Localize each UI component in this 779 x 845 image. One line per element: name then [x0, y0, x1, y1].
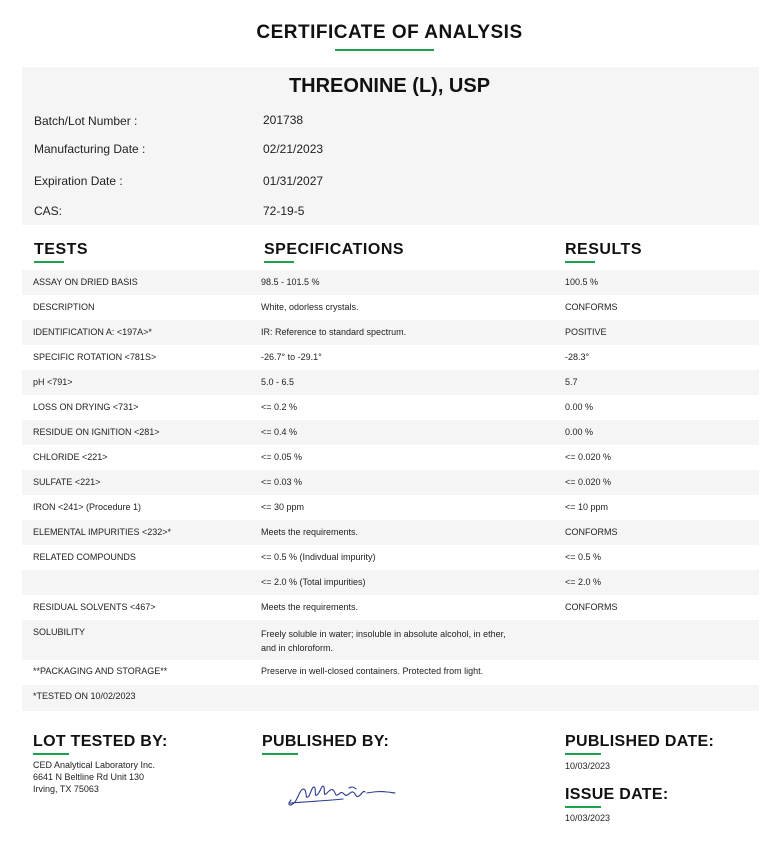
issue-date-header: ISSUE DATE: [565, 786, 669, 803]
table-row [22, 345, 759, 370]
packaging-label: **PACKAGING AND STORAGE** [33, 666, 168, 676]
mfg-date-label: Manufacturing Date : [34, 142, 146, 156]
table-row [22, 270, 759, 295]
page-title: CERTIFICATE OF ANALYSIS [256, 22, 523, 43]
table-row [22, 395, 759, 420]
spec-cell: <= 2.0 % (Total impurities) [261, 577, 366, 587]
published-date-header: PUBLISHED DATE: [565, 733, 715, 750]
table-row [22, 685, 759, 711]
spec-cell: Meets the requirements. [261, 602, 359, 612]
table-row [22, 545, 759, 570]
table-row [22, 595, 759, 620]
result-cell: CONFORMS [565, 527, 618, 537]
spec-cell: <= 0.5 % (Indivdual impurity) [261, 552, 376, 562]
test-cell: RELATED COMPOUNDS [33, 552, 136, 562]
title-underline [335, 49, 434, 51]
issue-date-underline [565, 806, 601, 808]
table-row [22, 470, 759, 495]
table-row [22, 620, 759, 660]
spec-cell: <= 0.05 % [261, 452, 303, 462]
results-header-underline [565, 261, 595, 263]
result-cell: <= 0.5 % [565, 552, 602, 562]
solubility-label: SOLUBILITY [33, 627, 86, 637]
batch-value: 201738 [263, 113, 304, 127]
test-cell: LOSS ON DRYING <731> [33, 402, 139, 412]
results-header: RESULTS [565, 241, 642, 258]
result-cell: <= 10 ppm [565, 502, 609, 512]
result-cell: <= 0.020 % [565, 477, 612, 487]
test-cell: IRON <241> (Procedure 1) [33, 502, 142, 512]
result-cell: POSITIVE [565, 327, 607, 337]
published-by-header: PUBLISHED BY: [262, 733, 390, 750]
spec-cell: 98.5 - 101.5 % [261, 277, 320, 287]
result-cell: CONFORMS [565, 602, 618, 612]
table-row [22, 660, 759, 685]
result-cell: 5.7 [565, 377, 578, 387]
result-cell: <= 0.020 % [565, 452, 612, 462]
result-cell: <= 2.0 % [565, 577, 602, 587]
test-cell: SULFATE <221> [33, 477, 101, 487]
exp-date-value: 01/31/2027 [263, 174, 324, 188]
solubility-line-2: and in chloroform. [261, 643, 334, 653]
tested-on-note: *TESTED ON 10/02/2023 [33, 691, 136, 701]
table-row [22, 445, 759, 470]
lab-name: CED Analytical Laboratory Inc. [33, 760, 156, 770]
test-cell: ASSAY ON DRIED BASIS [33, 277, 138, 287]
spec-cell: IR: Reference to standard spectrum. [261, 327, 407, 337]
test-cell: DESCRIPTION [33, 302, 95, 312]
spec-cell: White, odorless crystals. [261, 302, 359, 312]
solubility-line-1: Freely soluble in water; insoluble in absolute alcohol, in ether, [261, 629, 506, 639]
test-cell: RESIDUE ON IGNITION <281> [33, 427, 160, 437]
test-cell: CHLORIDE <221> [33, 452, 108, 462]
mfg-date-value: 02/21/2023 [263, 142, 324, 156]
table-row [22, 520, 759, 545]
issue-date-value: 10/03/2023 [565, 813, 611, 823]
test-cell: pH <791> [33, 377, 73, 387]
table-row [22, 420, 759, 445]
tests-header: TESTS [34, 241, 89, 258]
published-by-underline [262, 753, 298, 755]
spec-cell: <= 0.03 % [261, 477, 303, 487]
test-cell: IDENTIFICATION A: <197A>* [33, 327, 152, 337]
spec-cell: <= 0.4 % [261, 427, 298, 437]
exp-date-label: Expiration Date : [34, 174, 123, 188]
result-cell: CONFORMS [565, 302, 618, 312]
result-cell: 100.5 % [565, 277, 599, 287]
specifications-header: SPECIFICATIONS [264, 241, 405, 258]
table-row [22, 370, 759, 395]
lot-tested-by-underline [33, 753, 69, 755]
batch-label: Batch/Lot Number : [34, 114, 138, 128]
spec-cell: Meets the requirements. [261, 527, 359, 537]
cas-label: CAS: [34, 204, 63, 218]
table-row [22, 320, 759, 345]
spec-cell: <= 0.2 % [261, 402, 298, 412]
result-cell: 0.00 % [565, 427, 594, 437]
signature [283, 778, 398, 810]
test-cell: SPECIFIC ROTATION <781S> [33, 352, 157, 362]
test-cell: RESIDUAL SOLVENTS <467> [33, 602, 156, 612]
spec-cell: 5.0 - 6.5 [261, 377, 295, 387]
result-cell: -28.3° [565, 352, 590, 362]
lot-tested-by-header: LOT TESTED BY: [33, 733, 168, 750]
spec-cell: -26.7° to -29.1° [261, 352, 322, 362]
published-date-underline [565, 753, 601, 755]
table-row [22, 570, 759, 595]
table-row [22, 495, 759, 520]
cas-value: 72-19-5 [263, 204, 305, 218]
packaging-value: Preserve in well-closed containers. Protected from light. [261, 666, 484, 676]
test-cell: ELEMENTAL IMPURITIES <232>* [33, 527, 172, 537]
lab-address: 6641 N Beltline Rd Unit 130 [33, 772, 145, 782]
table-row [22, 295, 759, 320]
result-cell: 0.00 % [565, 402, 594, 412]
product-name: THREONINE (L), USP [288, 75, 491, 97]
published-date-value: 10/03/2023 [565, 761, 611, 771]
specifications-header-underline [264, 261, 294, 263]
spec-cell: <= 30 ppm [261, 502, 305, 512]
lab-city: Irving, TX 75063 [33, 784, 99, 794]
tests-header-underline [34, 261, 64, 263]
